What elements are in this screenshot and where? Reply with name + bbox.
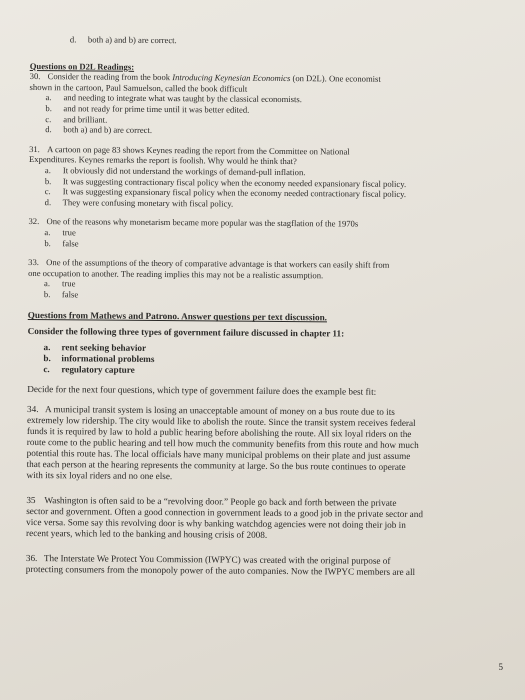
option-label: a. xyxy=(44,227,51,238)
question-31 xyxy=(29,144,484,211)
question-text-line-3: funds it is required by law to hold a public hearing before abolishing the route. All six loyal riders on the xyxy=(26,426,412,440)
option-text: both a) and b) are correct. xyxy=(87,34,177,46)
question-36 xyxy=(26,553,481,579)
q30-book-title: Introducing Keynesian Economics xyxy=(172,72,291,84)
option-text: It was suggesting expansionary fiscal policy when the economy needed contractionary fiscal policy. xyxy=(62,186,407,200)
question-number: 34. xyxy=(27,404,39,415)
question-number: 35 xyxy=(26,495,36,506)
option-label: b. xyxy=(45,103,52,114)
option-text: rent seeking behavior xyxy=(61,342,147,354)
question-text-line-2: one occupation to another. The reading implies this may not be a realistic assumption. xyxy=(28,267,324,280)
question-text-line-1: A cartoon on page 83 shows Keynes reading the report from the Committee on National xyxy=(47,143,350,157)
question-number: 32. xyxy=(28,216,40,227)
option-label: b. xyxy=(43,353,51,364)
option-text: and not ready for prime time until it was better edited. xyxy=(63,103,250,115)
page-content xyxy=(26,34,485,579)
question-text-line-4: recent years, which led to the banking and housing crisis of 2008. xyxy=(26,528,268,541)
option-label: b. xyxy=(44,175,52,186)
option-label: c. xyxy=(43,364,50,375)
question-text-line-2: protecting consumers from the monopoly power of the auto companies. Now the IWPYC members are all xyxy=(25,564,416,578)
question-33 xyxy=(28,257,483,303)
question-text-line-5: potential this route has. The local officials have many municipal problems on their plate and just assume xyxy=(26,448,411,462)
option-text: both a) and b) are correct. xyxy=(63,124,153,136)
question-text-line-1: One of the assumptions of the theory of comparative advantage is that workers can easily shift from xyxy=(46,257,390,270)
option-label: d. xyxy=(45,124,52,135)
page-number: 5 xyxy=(498,662,503,672)
question-text-line-6: that each person at the hearing represents the community at large. So the bus route continues to operate xyxy=(26,459,406,473)
section-intro: Consider the following three types of government failure discussed in chapter 11: xyxy=(27,326,345,339)
question-text-line-2: extremely low ridership. The city would like to abolish the route. Since the transit system receives federal xyxy=(26,415,416,429)
question-number: 36. xyxy=(25,553,38,564)
question-32 xyxy=(28,216,483,251)
question-number: 31. xyxy=(29,143,40,154)
option-text: and brilliant. xyxy=(63,113,108,125)
option-text: informational problems xyxy=(61,353,155,365)
option-label: c. xyxy=(44,186,51,197)
option-text: true xyxy=(62,227,76,238)
question-text-line-4: route come to the public hearing and tell how much the community benefits from this route and how much xyxy=(26,437,419,451)
option-label: a. xyxy=(43,342,51,353)
question-text: One of the reasons why monetarism became more popular was the stagflation of the 1970s xyxy=(46,216,359,229)
option-label: a. xyxy=(45,92,52,103)
option-text: It obviously did not understand the workings of demand-pull inflation. xyxy=(62,165,306,178)
question-text-line-1: A municipal transit system is losing an unacceptable amount of money on a bus route due to its xyxy=(45,404,395,418)
question-text-line-3: vice versa. Some say this revolving door is why banking watchdog agencies were not doing their job in xyxy=(26,517,406,531)
question-text-line-2: Expenditures. Keynes remarks the report is foolish. Why would he think that? xyxy=(28,154,297,167)
option-label: a. xyxy=(44,278,51,289)
option-text: false xyxy=(62,237,79,248)
option-label: b. xyxy=(43,288,51,300)
option-label: b. xyxy=(44,237,51,248)
section-instruction: Decide for the next four questions, which type of government failure does the example best fit: xyxy=(27,384,377,398)
question-30 xyxy=(29,71,484,138)
question-number: 33. xyxy=(28,257,39,268)
option-label: a. xyxy=(44,165,51,176)
option-text: true xyxy=(62,278,76,289)
option-text: They were confusing monetary with fiscal policy. xyxy=(62,196,234,209)
q30-tail: (on D2L). One economist xyxy=(292,73,381,84)
option-text: It was suggesting contractionary fiscal policy when the economy needed expansionary fiscal policy. xyxy=(62,175,407,189)
section-heading-mathews-patrono: Questions from Mathews and Patrono. Answer questions per text discussion. xyxy=(27,310,328,323)
question-text-line-1: The Interstate We Protect You Commission (IWPYC) was created with the original purpose of xyxy=(43,553,391,567)
question-34 xyxy=(26,404,482,485)
option-label: c. xyxy=(45,113,52,124)
question-text-line-7: with its six loyal riders and no one else. xyxy=(26,470,173,482)
question-text-line-2: sector and government. Often a good connection in government leads to a good job in the private sector and xyxy=(26,506,424,520)
option-text: and needing to integrate what was taught by the classical economists. xyxy=(63,92,302,105)
question-number: 30. xyxy=(29,71,41,82)
section-heading-d2l: Questions on D2L Readings: xyxy=(29,60,135,72)
option-label: d. xyxy=(69,34,77,45)
question-35 xyxy=(26,495,481,543)
option-text: false xyxy=(61,289,79,300)
question-text-line-2: shown in the cartoon, Paul Samuelson, called the book difficult xyxy=(29,81,248,94)
option-text: regulatory capture xyxy=(61,364,135,376)
q30-lead: Consider the reading from the book xyxy=(47,71,171,83)
question-text-line-1: Washington is often said to be a “revolving door.” People go back and forth between the private xyxy=(44,495,397,509)
option-label: d. xyxy=(44,196,52,207)
